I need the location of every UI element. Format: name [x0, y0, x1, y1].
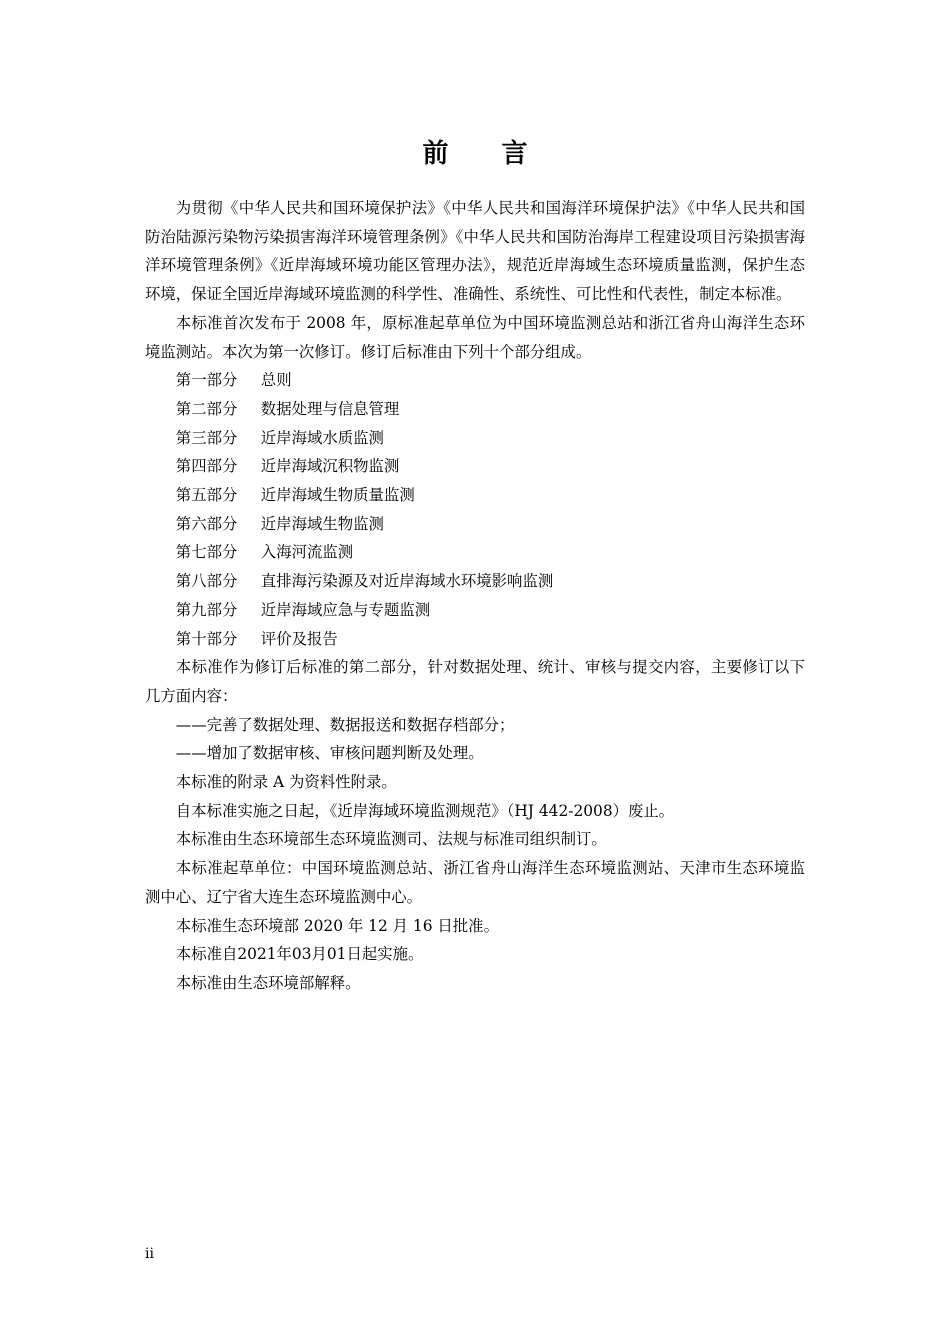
paragraph-supersede: 自本标准实施之日起，《近岸海域环境监测规范》（HJ 442-2008）废止。	[175, 801, 675, 820]
part-name: 近岸海域水质监测	[260, 428, 384, 447]
part-number: 第一部分	[175, 371, 238, 390]
part-item	[145, 481, 805, 510]
part-number: 第七部分	[175, 543, 238, 562]
paragraph-purpose: 为贯彻《中华人民共和国环境保护法》《中华人民共和国海洋环境保护法》《中华人民共和国防治陆源污染物污染损害海洋环境管理条例》《中华人民共和国防治海岸工程建设项目污染损害海洋环境管理条例》《近岸海域环境功能区管理办法》，规范近岸海域生态环境质量监测，保护生态环境，保证全国近岸海域环境监测的科学性、准确性、系统性、可比性和代表性，制定本标准。	[145, 199, 805, 304]
part-item	[145, 395, 805, 424]
paragraph-interpretation: 本标准由生态环境部解释。	[175, 973, 361, 992]
part-number: 第十部分	[175, 629, 238, 648]
parts-list	[145, 366, 805, 653]
part-name: 数据处理与信息管理	[260, 399, 400, 418]
part-item	[145, 625, 805, 654]
paragraph-revision-scope: 本标准作为修订后标准的第二部分，针对数据处理、统计、审核与提交内容，主要修订以下几方面内容：	[145, 658, 805, 705]
paragraph-drafters: 本标准起草单位：中国环境监测总站、浙江省舟山海洋生态环境监测站、天津市生态环境监测中心、辽宁省大连生态环境监测中心。	[145, 859, 805, 906]
part-name: 入海河流监测	[260, 543, 354, 562]
page-number: ii	[145, 1246, 154, 1262]
paragraph-approval: 本标准生态环境部 2020 年 12 月 16 日批准。	[175, 916, 499, 935]
foreword-body	[145, 194, 805, 998]
part-name: 总则	[260, 371, 292, 390]
paragraph-organizer: 本标准由生态环境部生态环境监测司、法规与标准司组织制订。	[175, 830, 607, 849]
part-item	[145, 567, 805, 596]
part-item	[145, 510, 805, 539]
part-name: 直排海污染源及对近岸海域水环境影响监测	[260, 572, 554, 591]
revision-bullet: ——增加了数据审核、审核问题判断及处理。	[175, 744, 484, 763]
part-name: 评价及报告	[260, 629, 338, 648]
page-title: 前 言	[422, 139, 550, 169]
part-name: 近岸海域沉积物监测	[260, 457, 400, 476]
part-number: 第二部分	[175, 399, 238, 418]
part-number: 第五部分	[175, 486, 238, 505]
part-item	[145, 424, 805, 453]
paragraph-history: 本标准首次发布于 2008 年，原标准起草单位为中国环境监测总站和浙江省舟山海洋生态环境监测站。本次为第一次修订。修订后标准由下列十个部分组成。	[145, 313, 805, 361]
part-name: 近岸海域生物质量监测	[260, 486, 415, 505]
part-name: 近岸海域生物监测	[260, 514, 384, 533]
part-item	[145, 452, 805, 481]
part-name: 近岸海域应急与专题监测	[260, 600, 431, 619]
part-item	[145, 366, 805, 395]
part-number: 第六部分	[175, 514, 238, 533]
part-item	[145, 538, 805, 567]
part-number: 第八部分	[175, 572, 238, 591]
paragraph-effective: 本标准自2021年03月01日起实施。	[175, 945, 424, 964]
part-number: 第三部分	[175, 428, 238, 447]
paragraph-appendix: 本标准的附录 A 为资料性附录。	[175, 773, 397, 792]
part-number: 第九部分	[175, 600, 238, 619]
revision-bullet: ——完善了数据处理、数据报送和数据存档部分；	[175, 715, 515, 734]
part-number: 第四部分	[175, 457, 238, 476]
part-item	[145, 596, 805, 625]
